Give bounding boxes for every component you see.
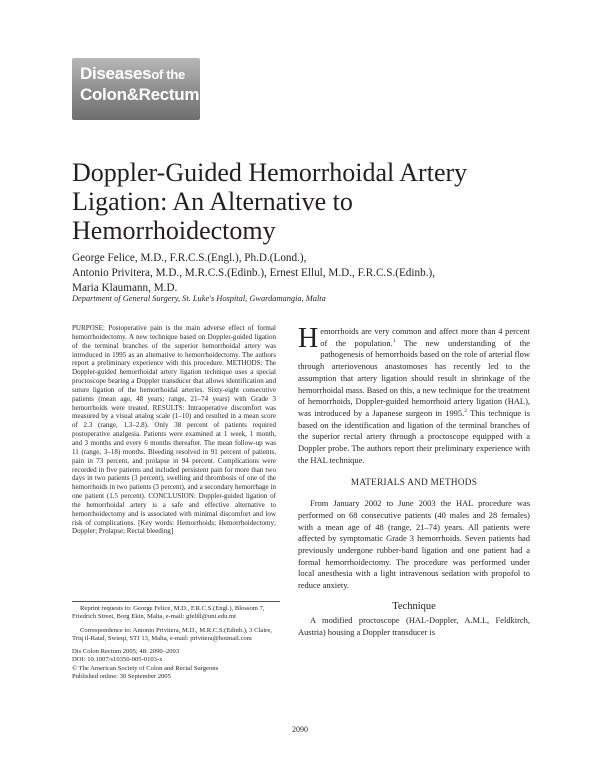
abstract: PURPOSE: Postoperative pain is the main adverse effect of formal hemorrhoidectomy. A new technique based on Doppler-guided ligation of the terminal branches of the superior hemorrhoidal artery was introduced in 1995 as an alternative to hemorrhoidectomy. The authors report a preliminary experience with this procedure. METHODS: The Doppler-guided hemorrhoidal artery ligation technique uses a special proctoscope bearing a Doppler transducer that allows identification and suture ligation of the hemorrhoidal arteries. Sixty-eight consecutive patients (mean age, 48 years; range, 21–74 years) with Grade 3 hemorrhoids were treated. RESULTS: Intraoperative discomfort was measured by a visual analog scale (1–10) and resulted in a mean score of 2.3 (range, 1.3–2.8). Only 38 percent of patients required postoperative analgesia. Patients were examined at 1 week, 1 month, and 3 months and every 6 months thereafter. The mean follow-up was 11 (range, 3–18) months. Bleeding resolved in 91 percent of patients, pain in 73 percent, and prolapse in 94 percent. Complications were recorded in five patients and included persistent pain for more than two days in two patients (3 percent), swelling and thrombosis of one of the hemorrhoids in two patients (3 percent), and a secondary hemorrhage in one patient (1.5 percent). CONCLUSION: Doppler-guided ligation of the hemorrhoidal artery is a safe and effective alternative to hemorrhoidectomy and is associated with minimal discomfort and low risk of complications. [Key words: Hemorrhoids; Hemorrhoidectomy; Doppler; Prolapse; Rectal bleeding] (72, 324, 276, 536)
section-heading: MATERIALS AND METHODS (350, 477, 478, 488)
logo-line1-a: Diseases (80, 64, 152, 83)
doi: DOI: 10.1007/s10350-005-0103-x (72, 656, 163, 664)
author-line-2: Antonio Privitera, M.D., M.R.C.S.(Edinb.), Ernest Ellul, M.D., F.R.C.S.(Edinb.), (72, 267, 436, 279)
technique-paragraph: A modified proctoscope (HAL-Doppler, A.M.I., Feldkirch, Austria) housing a Doppler transducer is (298, 615, 530, 638)
author-line-3: Maria Klaumann, M.D. (72, 282, 178, 294)
article-title: Doppler-Guided Hemorrhoidal Artery Ligation: An Alternative to Hemorrhoidectomy (72, 158, 468, 245)
citation: Dis Colon Rectum 2005; 48: 2090–2093 (72, 648, 180, 656)
citation-block (72, 648, 280, 681)
subsection-heading: Technique (392, 600, 436, 612)
intro-paragraph: Hemorrhoids are very common and affect more than 4 percent of the population.$^1$ The new understanding of the pathogenesis of hemorrhoids based on the role of arterial flow through arteriovenous anastomoses has recently led to the assumption that artery ligation should result in shrinkage of the hemorrhoidal mass. Based on this, a new technique for the treatment of hemorrhoids, Doppler-guided hemorrhoid artery ligation (HAL), was introduced by a Japanese surgeon in 1995.$^2$ This technique is based on the identification and ligation of the terminal branches of the superior rectal artery through a proctoscope equipped with a Doppler probe. The authors report their preliminary experience with the HAL technique. (298, 323, 530, 465)
page-number: 2090 (292, 725, 308, 734)
body-column (298, 323, 530, 639)
methods-paragraph: From January 2002 to June 2003 the HAL procedure was performed on 68 consecutive patients (40 males and 28 females) with a mean age of 48 (range, 21–74) years. All patients were affected by symptomatic Grade 3 hemorrhoids. Seven patients had previously undergone rubber-band ligation and one patient had a formal hemorrhoidectomy. The procedure was performed under local anesthesia with a light intravenous sedation with propofol to reduce anxiety. (298, 498, 530, 591)
logo-line1-b: of the (151, 67, 185, 82)
copyright: © The American Society of Colon and Rectal Surgeons (72, 664, 219, 672)
author-list (72, 251, 522, 296)
reprint-note: Reprint requests to: George Felice, M.D., F.R.C.S.(Engl.), Blossom 7, Friedrich Street, Borg Ekin, Malta, e-mail: gfelill@uni.edu.mt (72, 605, 265, 621)
footnotes (72, 601, 280, 681)
logo-line2: Colon&Rectum (80, 85, 200, 104)
drop-cap: H (298, 323, 319, 354)
published-date: Published online: 30 September 2005 (72, 673, 171, 681)
journal-logo (72, 58, 200, 120)
correspondence-note: Correspondence to: Antonio Privitera, M.D., M.R.C.S.(Edinb.), 3 Claire, Triq il-Ratal, Swieqi, STJ 13, Malta, e-mail: privitera@hotmail.com (72, 626, 272, 642)
author-line-1: George Felice, M.D., F.R.C.S.(Engl.), Ph.D.(Lond.), (72, 252, 307, 264)
affiliation: Department of General Surgery, St. Luke's Hospital, Gwardamangia, Malta (72, 294, 326, 303)
